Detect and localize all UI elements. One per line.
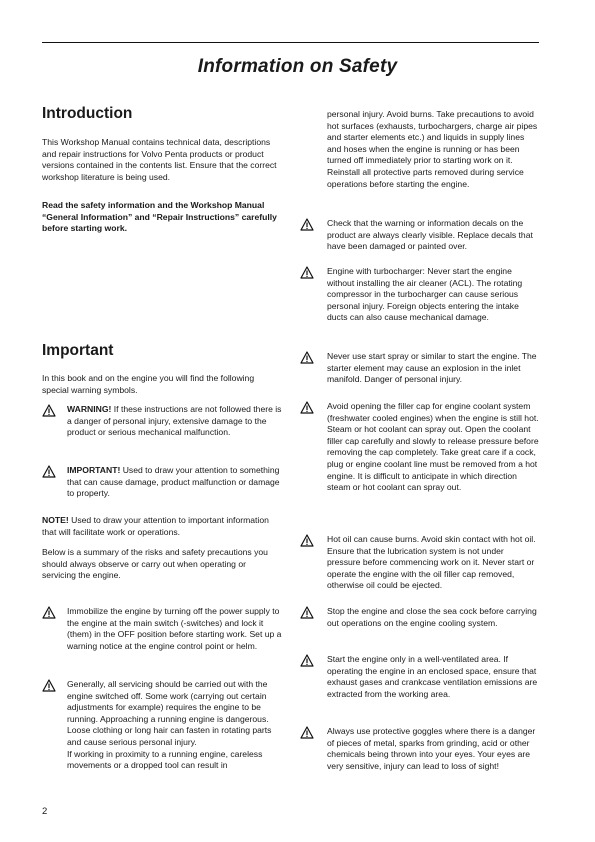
summary-paragraph: Below is a summary of the risks and safety precautions you should always observe or carry out when operating or servicing the engine.: [42, 547, 268, 581]
warning-triangle-icon: [300, 534, 314, 547]
safety-item: [42, 606, 282, 652]
page-title: Information on Safety: [197, 56, 398, 77]
safety-item-text: Hot oil can cause burns. Avoid skin contact with hot oil. Ensure that the lubrication system is not under pressure before commencing work on it. Never start or operate the engine with the oil filler cap removed, otherwise oil could be ejected.: [327, 534, 536, 591]
warning-triangle-icon: [42, 465, 56, 478]
continued-paragraph: personal injury. Avoid burns. Take precautions to avoid hot surfaces (exhausts, turbochargers, charge air pipes and starter elements etc.) and liquids in supply lines and hoses when the engine is running or has been turned off immediately prior to starting work on it. Reinstall all protective parts removed during service operations before starting the engine.: [327, 109, 538, 189]
safety-item: [300, 726, 540, 772]
warning-triangle-icon: [42, 404, 56, 417]
safety-item-text: Engine with turbocharger: Never start the engine without installing the air cleaner (ACL). The rotating compressor in the turbocharger can cause serious personal injury. Foreign objects entering the intake ducts can also cause mechanical damage.: [327, 266, 523, 323]
note-definition-text: Used to draw your attention to important information that will facilitate work or operations.: [42, 515, 269, 537]
warning-triangle-icon: [300, 351, 314, 364]
warning-triangle-icon: [300, 218, 314, 231]
safety-item-text: Check that the warning or information decals on the product are always clearly visible. Replace decals that have been damaged or painted over.: [327, 218, 533, 252]
safety-item-text: Stop the engine and close the sea cock before carrying out operations on the engine cooling system.: [327, 606, 537, 628]
warning-label: WARNING!: [67, 404, 112, 414]
top-rule: [42, 42, 539, 43]
page-number: 2: [42, 806, 48, 817]
introduction-heading: Introduction: [42, 105, 133, 122]
warning-triangle-icon: [300, 606, 314, 619]
warning-triangle-icon: [42, 679, 56, 692]
intro-read-notice: Read the safety information and the Workshop Manual “General Information” and “Repair Instructions” carefully before starting work.: [42, 200, 277, 234]
warning-triangle-icon: [300, 654, 314, 667]
safety-item-text: Immobilize the engine by turning off the power supply to the engine at the main switch (-switches) and lock it (them) in the OFF position before starting work. Set up a warning notice at the engine control point or helm.: [67, 606, 282, 651]
warning-triangle-icon: [42, 606, 56, 619]
safety-item: [300, 654, 540, 700]
safety-item-text: Generally, all servicing should be carried out with the engine switched off. Some work (carrying out certain adjustments for example) requires the engine to be running. Approaching a running engine is dangerous. Loose clothing or long hair can fasten in rotating parts and cause serious personal injury. If working in proximity to a running engine, careless movements or a dropped tool can result in: [67, 679, 272, 771]
important-label: IMPORTANT!: [67, 465, 121, 475]
note-definition: [42, 515, 282, 538]
warning-triangle-icon: [300, 401, 314, 414]
important-heading: Important: [42, 342, 114, 359]
safety-item: [300, 266, 540, 324]
warning-definition-text: If these instructions are not followed there is a danger of personal injury, extensive damage to the product or serious mechanical malfunction.: [67, 404, 282, 438]
safety-item-text: Always use protective goggles where there is a danger of pieces of metal, sparks from grinding, acid or other chemicals being thrown into your eyes. Your eyes are very sensitive, injury can lead to loss of sight!: [327, 726, 536, 771]
safety-item: [300, 606, 540, 629]
note-label: NOTE!: [42, 515, 69, 525]
warning-definition: [42, 404, 282, 439]
safety-item: [300, 401, 540, 494]
warning-triangle-icon: [300, 266, 314, 279]
safety-item: [300, 534, 540, 592]
important-definition-text: Used to draw your attention to something that can cause damage, product malfunction or damage to property.: [67, 465, 280, 499]
warning-triangle-icon: [300, 726, 314, 739]
safety-item-text: Start the engine only in a well-ventilated area. If operating the engine in an enclosed space, ensure that exhaust gases and crankcase ventilation emissions are extracted from the working area.: [327, 654, 538, 699]
safety-item: [300, 351, 540, 386]
safety-item: [42, 679, 282, 772]
safety-item-text: Avoid opening the filler cap for engine coolant system (freshwater cooled engines) when the engine is still hot. Steam or hot coolant can spray out. Open the coolant filler cap carefully and slowly to release pressure before removing the cap completely. Take great care if a cock, plug or engine coolant line must be removed from a hot engine. It is difficult to anticipate in which direction steam or hot coolant can spray out.: [327, 401, 539, 493]
safety-item: [300, 218, 540, 253]
safety-item-text: Never use start spray or similar to start the engine. The starter element may cause an explosion in the inlet manifold. Danger of personal injury.: [327, 351, 537, 385]
important-definition: [42, 465, 282, 500]
important-intro: In this book and on the engine you will find the following special warning symbols.: [42, 373, 255, 395]
intro-paragraph: This Workshop Manual contains technical data, descriptions and repair instructions for Volvo Penta products or product versions contained in the contents list. Ensure that the correct workshop literature is being used.: [42, 137, 277, 182]
